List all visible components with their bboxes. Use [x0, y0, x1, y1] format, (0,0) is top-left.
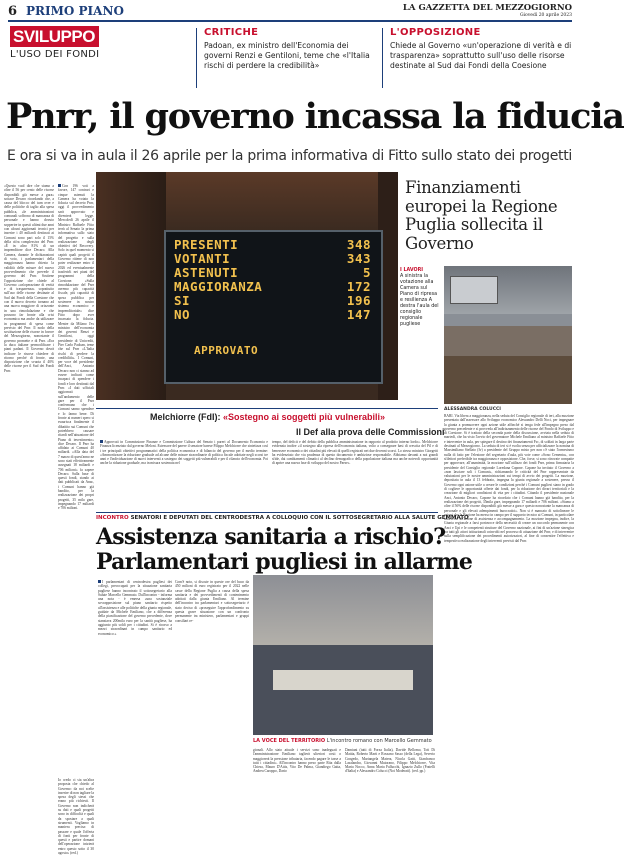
incontro-headline	[96, 525, 472, 575]
main-subheadline: E ora si va in aula il 26 aprile per la prima informativa di Fitto sullo stato dei progetti	[7, 148, 573, 164]
article-text: tempo, del deficit e del debito della pubblica amministrazione in rapporto al prodotto interno lordo». Melchiorre evidenzia inoltre «il sostegno alla ripresa dell'economia italiana, volto a consegnare basi di crescita del Pil e di benessere economico dei cittadini più elevati di quelli registrati nei due decenni scorsi. Lo stesso ministro Giorgetti ha evidenziato che via prudenza di questo documento è ambiziose responsabile. Abbiamo davanti a noi grandi sfide, dai cambiamenti climatici al declino demografico della popolazione italiana ma anche notevoli opportunità di aprire una nuova fase di sviluppo del nostro Paese».	[272, 440, 438, 466]
board-label: NO	[174, 307, 191, 322]
critiche-title: CRITICHE	[204, 27, 259, 38]
desk-shape	[444, 356, 572, 404]
divider	[96, 512, 438, 513]
incontro-column	[253, 748, 341, 836]
headline-quote: «Sostegno ai soggetti più vulnerabili»	[223, 412, 386, 422]
photo-bg	[253, 645, 433, 735]
masthead-title: LA GAZZETTA DEL MEZZOGIORNO	[402, 3, 572, 13]
section-kicker: SVILUPPO	[10, 26, 99, 47]
opposizione-title: L'OPPOSIZIONE	[390, 27, 481, 38]
divider	[196, 28, 197, 88]
headline-name: Melchiorre (FdI):	[150, 412, 221, 422]
headline-line: Assistenza sanitaria a rischio?	[96, 524, 446, 550]
author-credit: ALESSANDRA COLUCCI	[444, 407, 501, 412]
board-value: 348	[346, 237, 371, 252]
board-label: VOTANTI	[174, 251, 231, 266]
article-text: Io credo ci sia un'altra proposta che chiedo al Governo: da noi scelte inserire di non tagliare la spesa degli stessi che erano più richiesti. Il Governo non indicherà su dati e quali progetti sono in difficoltà e quali da spostare a quali strumenti. Vogliamo in maniera precisa: di passare e quale l'offerta di fonti per fronte di questi e partire domani dell'operazione inizierà entro questo sotto il 30 agosto» (red.)	[58, 778, 94, 855]
board-label: PRESENTI	[174, 237, 239, 252]
board-result: APPROVATO	[194, 344, 259, 357]
melchiorre-column	[100, 440, 268, 506]
incontro-column	[175, 580, 249, 836]
board-label: ASTENUTI	[174, 265, 239, 280]
melchiorre-headline	[150, 412, 385, 422]
voting-board	[164, 230, 383, 384]
header-rule	[8, 20, 572, 22]
divider	[96, 408, 438, 409]
article-text: gionali. Allo stato attuale i servizi sono inadeguati e l'amministrazione Emiliano taglierà ulteriori costi o maggiorerà la pressione tributaria, facendo pagare le tasse a tutti i cittadini». All'incontro hanno preso parte Rita dalla Chiesa, Mauro D'Attis, Vito De Palma, Giandiego Gatta, Andrea Caroppo, Dario	[253, 748, 341, 774]
photo-bg	[444, 326, 572, 356]
article-text: Approvati in Commissione Finanze e Commissione Cultura del Senato i pareri al Documento Economia e Finanza licenziato dal governo Meloni. Estensore del parere il senatore barese Filippo Melchiorre che sintetizza così i tre principali obiettivi programmatici della politica economica e di bilancio del governo per il medio termine: «Ammortizzare la riduzione graduale ad alcune delle misure straordinarie di politica fiscale adottate negli scorsi tre anni e l'individuazione di nuovi interventi a sostegno dei soggetti più vulnerabili e per il rilancio dell'economia. Poi anche la riduzione graduale, ma in misura sostenuta nel	[100, 440, 268, 466]
headline-line: Parlamentari pugliesi in allarme	[96, 549, 473, 575]
board-label: MAGGIORANZA	[174, 279, 263, 294]
photo-bg	[253, 575, 433, 645]
main-article-column	[58, 184, 94, 774]
kicker-label: INCONTRO	[96, 515, 129, 521]
meeting-photo	[253, 575, 433, 735]
caption-text: L'incontro romano con Marcello Gemmato	[326, 738, 432, 744]
board-label: SI	[174, 293, 191, 308]
masthead	[403, 3, 572, 18]
board-value: 196	[346, 293, 371, 308]
incontro-column	[98, 580, 172, 836]
caption-title: I LAVORI	[400, 268, 424, 273]
board-labels	[174, 238, 262, 322]
puglia-headline: Finanziamenti europei la Regione Puglia sollecita il Governo	[405, 178, 558, 253]
incontro-column	[345, 748, 435, 836]
article-text: BARI. Via libera a maggioranza, nella seduta del Consiglio regionale di ieri, alla mozione presentata dall'assessore allo Sviluppo economico Alessandro Delli Noci, per impegnare la giunta a promuovere ogni azione utile affinché si tenga fede all'impegno preso dal governo precedente e si provveda all'indirizzamento delle risorse del Fondo di Sviluppo e di Coesione. Si è trattato della seconda parte della discussione, avviata nella seduta di martedì, che ha visto l'avvio del governatore Michele Emiliano al ministro Raffaele Fitto e intervenire in aula, per spiegare il destino dei finanziamenti Fsc, di soldati in larga parte destinati al Mezzogiorno. La seduta di ieri si è svolta senza per ufficializzare la nomina di Massimiliano Stellato (Iv) a presidente del Gruppo misto per non c'è stato l'ormesismo nulla di fatto per l'elezione del segretario d'aula, più vote come «Sono Cementa», con sfilettori preferibile tra maggioranza e opposizione. Che, forse, si sono ritrovate compatte per approvare, all'unanimità, la mozione sull'utilizzo dei fondi Pnrr, prima firmataria la presidente del Consiglio regionale Loredana Capone. Capone ha invitato il Governo a «non lasciare soli i Comuni», richiamando le criticità del Pnrr rappresentate da valutazioni per le nostre amministrazioni sui tempi di avvio dei progetti. La mozione, depositata in aula il 13 febbraio, impegna la giunta regionale a sostenere, presso il Governo ogni azione utile a creare le condizioni perché i Comuni pugliesi siano in grado di cogliere le opportunità offerte dai fondi, per la riduzione dei divari territoriali e la creazione di migliori condizioni di vita per i cittadini. Citando il presidente nazionale Anci, Antonio Decaro, Capone ha ricordato che i Comuni hanno già bandito, per la realizzazione dei progetti, 35mila gare, impegnando 17 miliardi e 706 milioni. «Siamo a oltre il 56% delle risorse disponibili già messe a gara e questo nonostante la mancanza di personale e gli elevati adempimenti burocratici». Non si è mancato di sottolineare le azioni che la Regione ha messo in campo per il supporto tecnico ai Comuni, in particolare attraverso un'azione di assistenza e accompagnamento. La mozione impegna, inoltre, la Giunta regionale a farsi portavoce della necessità di creare un raccordo permanente con Anci e Upi e le competenti strutture del Governo nazionale, ai fini di un'azione sinergica tra tutti gli attori istituzionali coinvolti nel processo di attuazione del Pnrr, e di intervenire sulla semplificazione dei procedimenti autorizzatori, al fine di consentire l'effettiva e tempestiva realizzazione degli interventi previsti dal Pnrr.	[444, 414, 574, 543]
photo-caption	[400, 268, 440, 328]
chamber-vote-photo	[96, 172, 398, 400]
article-text: I parlamentari di centrodestra pugliesi dei collegi, preoccupati per la situazione sanitaria pugliese hanno incontrato il sottosegretario alla Salute Marcello Gemmato. Dall'incontro - informa una nota - è emersa «una sostanziale sovrapposizione sul piano sanitario rispetto all'assistenza e alle politiche della giunta regionale, guidate da Michele Emiliano, che a differenza della pianificazione del governo precedente, dove stanziava 200mila euro per la sanità pugliese, ha aggiunto più soldi per i cittadini. Si è ricorso a mezzi straordinari in campo sanitario ed economico.»	[98, 580, 172, 636]
opposizione-text: Chiede al Governo «un'operazione di verità e di trasparenza» soprattutto sull'uso delle risorse destinate al Sud dai Fondi della Coesione	[390, 41, 572, 70]
screen-shape	[450, 276, 498, 304]
photo-bg	[96, 172, 166, 400]
caption-label: LA VOCE DEL TERRITORIO	[253, 738, 326, 744]
incontro-kicker	[96, 515, 469, 521]
table-shape	[273, 670, 413, 690]
board-value: 5	[362, 265, 371, 280]
divider	[382, 28, 383, 88]
board-value: 343	[346, 251, 371, 266]
board-value: 147	[346, 307, 371, 322]
article-text: «Questo vuol dire che siamo a oltre il 56 per cento delle risorse disponibili già messe a gara» sottace Decaro ricordando che, a causa del blocco del turn over e delle politiche di taglio alla spesa pubblica, «le amministrazioni comunali soffrono di mancanza di personale e hanno dovuto sopperire in questi ultimi due anni con alcuni aggiornati tecnici per inserire i 40 miliardi destinati ai Comuni sono pari solo il 15% della cifra complessiva del Pnrr. «È in altro 81% di un imprenditore dice Decaro. Alla Camera, durante le dichiarazioni di voto, i parlamentari della maggioranza hanno chiesto la validità delle misure del nuovo provvedimento che prevede il governo del Pnrr. Sostiene l'opposizione che chiede al Governo «un'operazione di verità e di trasparenza» soprattutto sull'uso delle risorse destinate al Sud dai Fondi della Coesione che con il nuovo decreto tornano ad una nuova maggiore di orizzonte in una rimodulazione e che possono far fronte alla crisi economica ma anche da utilizzare in programmi di spesa come previsto del Pnrr. Il nodo della sostituzione delle risorse in favore del Mezzogiorno, nonostante il governo promette e di Pnrr. «Era la duca italiane permodificare i piani padani. Il Governo dovrà indicare le risorse chiedere di ritorno perché di fronte, una disposizione che svuota il 40% delle risorse per il Sud dei Fondi Pnrr.	[4, 184, 54, 373]
article-text: Damiani (tutti di Forza Italia), Davide Bellomo, Toti Di Mattia, Roberto Marti e Rossano Sasso (della Lega), Severio Congedo, Mariangela Matera, Nicola Gatti, Gianfranco Lasalandra, Giovanni Maiorano, Filippo Melchiorre, Vita Maria Nocco, Anna Maria Fallucchi, Ignazio Zullo (Fratelli d'Italia) e Alessandro Colucci (Noi Moderati). (red. pp.)	[345, 748, 435, 774]
regional-council-photo	[444, 266, 572, 404]
article-text: Con 196 voti a favore, 147 contrari e cinque astenuti la Camera ha votato la fiducia sul decreto Pnrr, oggi il provvedimento sarà approvato e diventerà legge. Mercoledì 26 aprile il Ministro Raffaele Fitto terrà al Senato la prima informativa sullo stato del progetto e sulla realizzazione degli obiettivi del Recovery. Solo in quel momento si capirà quali progetti il Governo ritiene di non poter realizzare entro il 2026 ed eventualmente trasferirli nei piani del programmi della Coesione. «Sulla rimodulazione del Pnrr avremo più capacità fiscale, più capacità di spesa pubblica per sostenere in nostro sistema economico e imprenditoriale» dice Fitto dopo aver incassato la fiducia. Mentre da Milano l'ex ministro dell'economia dei governi Renzi e Gentiloni, oggi presidente di Unicredit, Pier Carlo Padoan, teme che sul Pnrr «L'Italia rischi di perdere la credibilità». I Comuni, per voce del presidente dell'Anci, Antonio Decaro non ci stanno ad essere indicati come incapaci di spendere i fondi e loro destinati dal Pnrr. «I dati ufficiali aggiornati sull'andamento delle gare per il Pnrr confermano che i Comuni sanno spendere e lo fanno bene. Di fronte ai numeri spero si esaurisca finalmente il dibattito sui Comuni che potrebbero causare ritardi nell'attuazione del Piano di investimento» dice Decaro. Il Pnrr ha affidato ai Comuni 40 miliardi. «Alla data del 7 marzo di quest'anno ne sono stati effettivamente assegnati 18 miliardi e 706 milioni» fa sapere Decaro. Sulla base di questi fondi, stando ai dati pubblicati da Anac, i Comuni hanno già bandito, per la realizzazione dei propri progetti, 35 mila gare, impegnando 17 miliardi e 706 milioni.	[58, 184, 94, 511]
board-values	[347, 238, 371, 322]
board-value: 172	[346, 279, 371, 294]
kicker-text: SENATORI E DEPUTATI DEL CENTRODESTRA A COLLOQUIO CON IL SOTTOSEGRETARIO ALLA SALUTE GEMMATO	[130, 515, 469, 521]
critiche-text: Padoan, ex ministro dell'Economia dei governi Renzi e Gentiloni, teme che «l'Italia rischi di perdere la credibilità»	[204, 41, 370, 70]
main-article-column-left	[4, 184, 54, 836]
main-headline: Pnrr, il governo incassa la fiducia	[6, 96, 624, 137]
photo-caption	[253, 738, 432, 744]
melchiorre-subheadline: Il Def alla prova delle Commissioni	[296, 427, 445, 437]
caption-text: A sinistra la votazione alla Camera sul Piano di ripresa e resilienza A destra l'aula del consiglio regionale pugliese	[400, 274, 439, 327]
section-kicker-subtitle: L'USO DEI FONDI	[10, 49, 100, 60]
issue-date: Giovedì 20 aprile 2023	[520, 13, 572, 18]
melchiorre-column	[272, 440, 438, 506]
page-number: 6	[8, 4, 18, 19]
section-title: PRIMO PIANO	[26, 4, 124, 18]
article-text: Com'è noto, si discute in queste ore del buco da 450 milioni di euro registrato per il 2022 nelle casse della Regione Puglia a causa della spesa sanitaria e dei provvedimenti di contenimento adottati dalla giunta Emiliano. Al termine dell'incontro tra parlamentari e sottosegretario è stato deciso di «proseguire l'approfondimento su questa grave situazione con un confronto permanente tra ministero, parlamentari e gruppi consiliari re-	[175, 580, 249, 623]
puglia-article	[444, 414, 574, 834]
main-article-column	[58, 778, 94, 855]
